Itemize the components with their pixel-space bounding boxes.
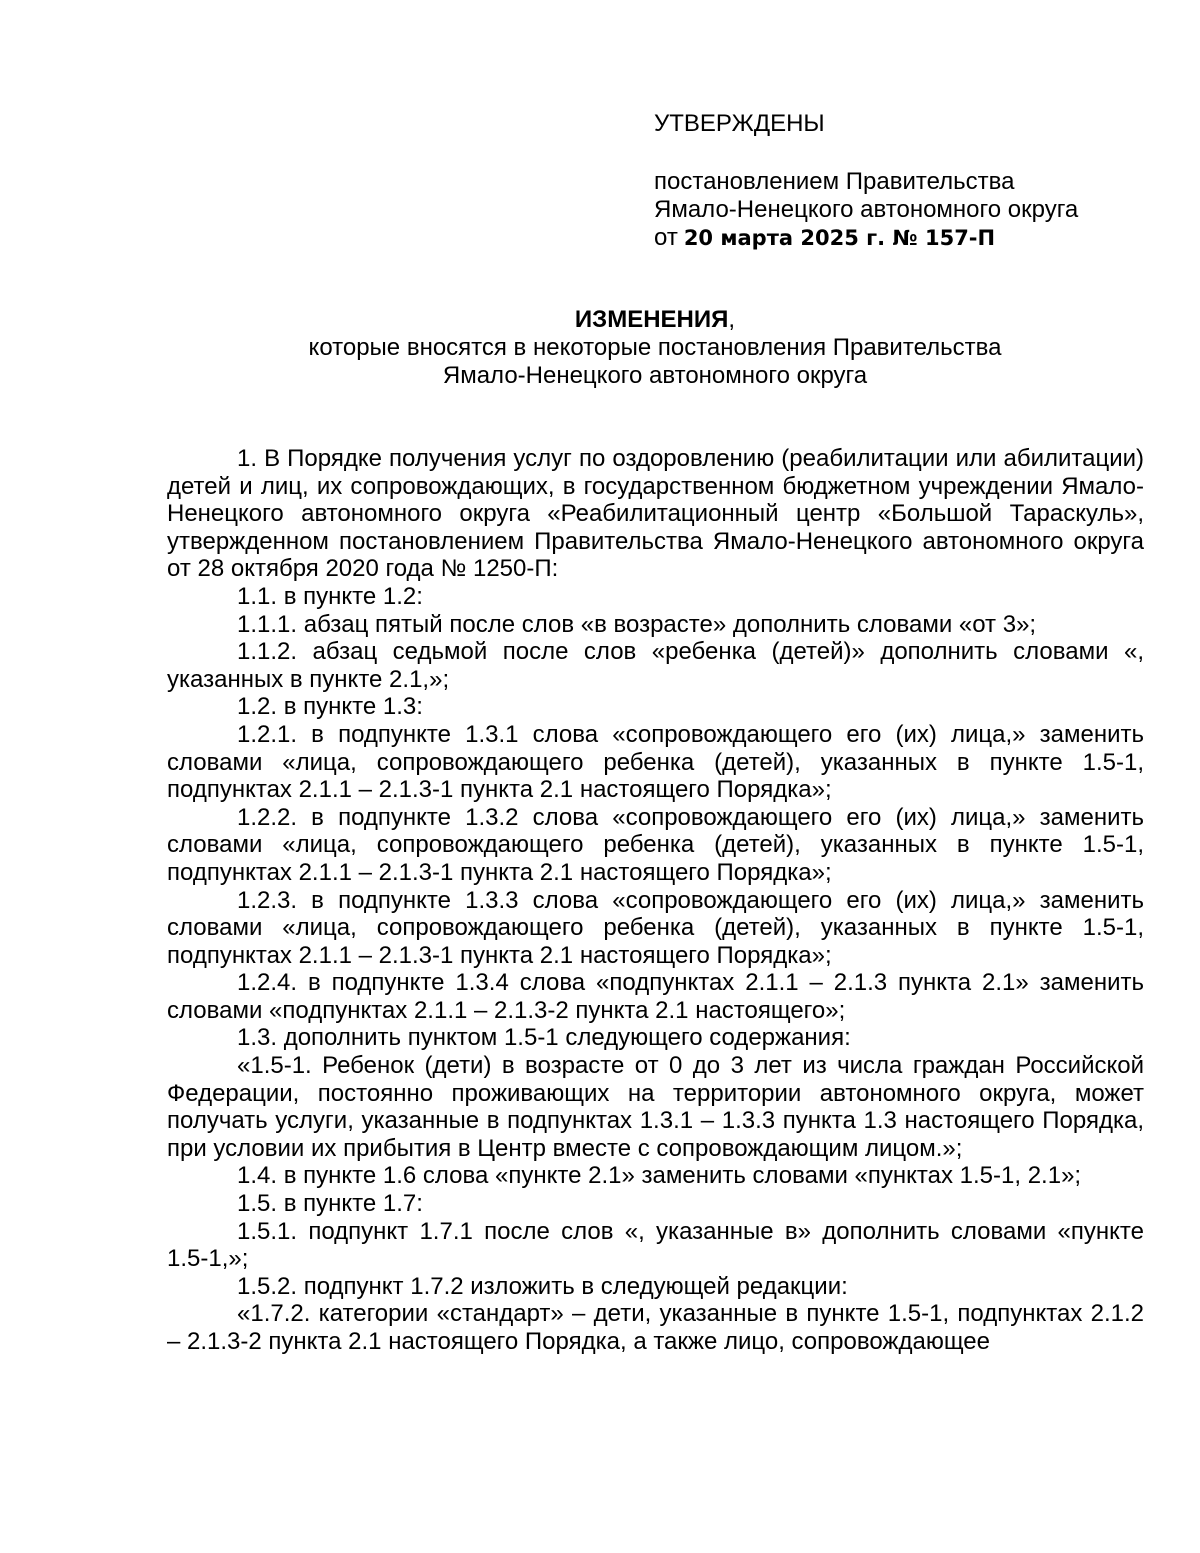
document-body (167, 445, 1144, 1356)
paragraph-1-5-1: 1.5.1. подпункт 1.7.1 после слов «, указанные в» дополнить словами «пункте 1.5-1,»; (167, 1217, 1144, 1273)
paragraph-1-2-2: 1.2.2. в подпункте 1.3.2 слова «сопровождающего его (их) лица,» заменить словами «лица, сопровождающего ребенка (детей), указанных в пункте 1.5-1, подпунктах 2.1.1 – 2.1.3-1 пункта 2.1 настоящего Порядка»; (167, 803, 1144, 886)
approval-block (654, 110, 1174, 252)
approval-date-line (654, 224, 1174, 252)
approval-stamp: УТВЕРЖДЕНЫ (654, 110, 825, 137)
approval-line-2: Ямало-Ненецкого автономного округа (654, 196, 1079, 223)
heading-title-line (166, 306, 1144, 334)
approval-date-prefix: от (654, 224, 678, 251)
paragraph-1-1-1: 1.1.1. абзац пятый после слов «в возрасте» дополнить словами «от 3»; (237, 610, 1037, 638)
paragraph-1-1-2: 1.1.2. абзац седьмой после слов «ребенка (детей)» дополнить словами «, указанных в пункте 2.1,»; (167, 638, 1144, 693)
approval-line-1: постановлением Правительства (654, 168, 1015, 195)
paragraph-1-5-2: 1.5.2. подпункт 1.7.2 изложить в следующей редакции: (237, 1272, 848, 1300)
paragraph-1: 1. В Порядке получения услуг по оздоровлению (реабилитации или абилитации) детей и лиц, их сопровождающих, в государственном бюджетном учреждении Ямало-Ненецкого автономного округа «Реабилитационный центр «Большой Тараскуль», утвержденном постановлением Правительства Ямало-Ненецкого автономного округа от 28 октября 2020 года № 1250-П: (167, 445, 1144, 583)
paragraph-1-7-2-quote: «1.7.2. категории «стандарт» – дети, указанные в пункте 1.5-1, подпунктах 2.1.2 – 2.1.3-2 пункта 2.1 настоящего Порядка, а также лицо, сопровождающее (167, 1300, 1144, 1355)
paragraph-1-5: 1.5. в пункте 1.7: (237, 1190, 423, 1218)
paragraph-1-1: 1.1. в пункте 1.2: (237, 582, 423, 610)
heading-subtitle-line-2: Ямало-Ненецкого автономного округа (442, 362, 868, 389)
heading-title: ИЗМЕНЕНИЯ (574, 306, 729, 333)
paragraph-1-2-3: 1.2.3. в подпункте 1.3.3 слова «сопровождающего его (их) лица,» заменить словами «лица, сопровождающего ребенка (детей), указанных в пункте 1.5-1, подпунктах 2.1.1 – 2.1.3-1 пункта 2.1 настоящего Порядка»; (167, 886, 1144, 969)
paragraph-1-3: 1.3. дополнить пунктом 1.5-1 следующего содержания: (237, 1024, 851, 1052)
paragraph-1-4: 1.4. в пункте 1.6 слова «пункте 2.1» заменить словами «пунктах 1.5-1, 2.1»; (237, 1162, 1082, 1190)
document-heading (166, 306, 1144, 390)
approval-date-value: 20 марта 2025 г. № 157-П (683, 226, 996, 250)
heading-title-suffix: , (728, 306, 736, 333)
paragraph-1-2-1: 1.2.1. в подпункте 1.3.1 слова «сопровождающего его (их) лица,» заменить словами «лица, сопровождающего ребенка (детей), указанных в пункте 1.5-1, подпунктах 2.1.1 – 2.1.3-1 пункта 2.1 настоящего Порядка»; (167, 720, 1144, 804)
paragraph-1-5-1-quote: «1.5-1. Ребенок (дети) в возрасте от 0 до 3 лет из числа граждан Российской Федерации, постоянно проживающих на территории автономного округа, может получать услуги, указанные в подпунктах 1.3.1 – 1.3.3 пункта 1.3 настоящего Порядка, при условии их прибытия в Центр вместе с сопровождающим лицом.»; (167, 1052, 1144, 1162)
heading-subtitle-line-1: которые вносятся в некоторые постановления Правительства (308, 334, 1002, 361)
paragraph-1-2: 1.2. в пункте 1.3: (237, 693, 423, 721)
paragraph-1-2-4: 1.2.4. в подпункте 1.3.4 слова «подпунктах 2.1.1 – 2.1.3 пункта 2.1» заменить словами «подпунктах 2.1.1 – 2.1.3-2 пункта 2.1 настоящего»; (167, 969, 1144, 1024)
